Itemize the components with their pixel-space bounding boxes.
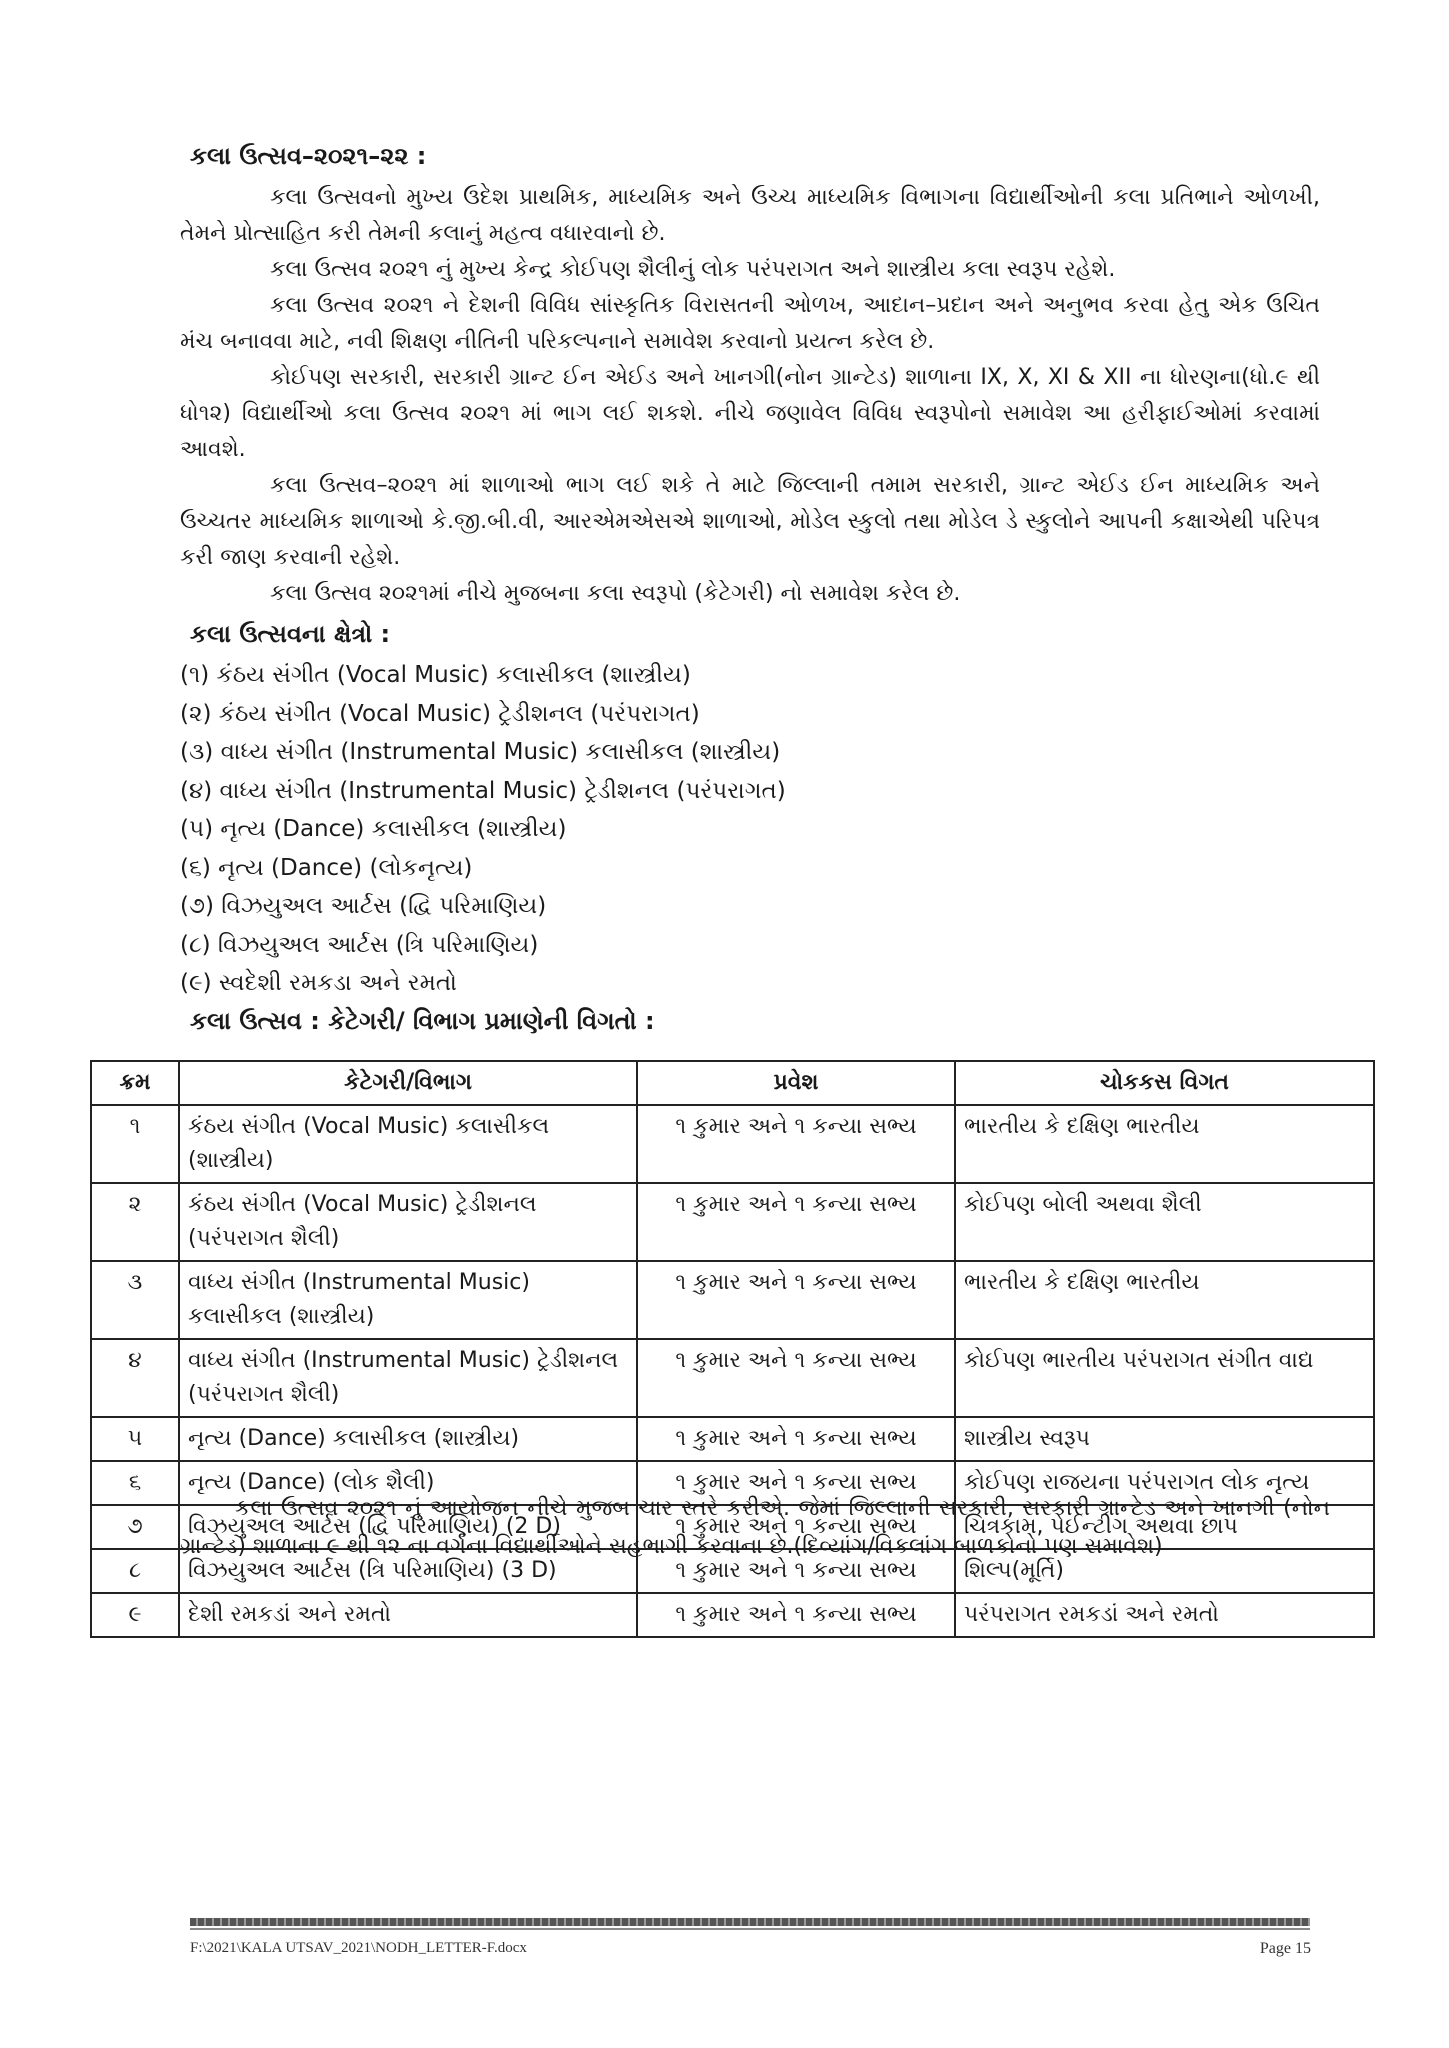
cell-serial: ૯ (91, 1593, 179, 1637)
list-item: (૨) કંઠય સંગીત (Vocal Music) ટ્રેડીશનલ (પરંપરાગત) (180, 700, 700, 727)
paragraph-categories-intro: કલા ઉત્સવ ૨૦૨૧માં નીચે મુજબના કલા સ્વરૂપો (કેટેગરી) નો સમાવેશ કરેલ છે. (270, 581, 961, 606)
cell-detail: કોઈપણ રાજયના પરંપરાગત લોક નૃત્ય (955, 1461, 1374, 1505)
table-heading: કલા ઉત્સવ : કેટેગરી/ વિભાગ પ્રમાણેની વિગતો : (190, 1006, 655, 1035)
table-row (91, 1105, 1374, 1183)
cell-serial: ૮ (91, 1549, 179, 1593)
table-row (91, 1417, 1374, 1461)
list-item: (૯) સ્વદેશી રમકડા અને રમતો (180, 970, 457, 996)
footer-divider-thin (190, 1928, 1310, 1930)
cell-serial: ૫ (91, 1417, 179, 1461)
cell-entry: ૧ કુમાર અને ૧ કન્યા સભ્ય (637, 1261, 955, 1339)
cell-category: નૃત્ય (Dance) (લોક શૈલી) (179, 1461, 637, 1505)
cell-serial: ૨ (91, 1183, 179, 1261)
main-content (180, 138, 1320, 1039)
cell-serial: ૧ (91, 1105, 179, 1183)
list-item: (૫) નૃત્ય (Dance) કલાસીકલ (શાસ્ત્રીય) (180, 816, 567, 842)
footer-page-number: Page 15 (1259, 1940, 1311, 1957)
header-serial: ક્રમ (91, 1061, 179, 1105)
paragraph-purpose: કલા ઉત્સવનો મુખ્ય ઉદેશ પ્રાથમિક, માધ્યમિક અને ઉચ્ચ માધ્યમિક વિભાગના વિદ્યાર્થીઓની કલા પ્રતિભાને ઓળખી, તેમને પ્રોત્સાહિત કરી તેમની કલાનું મહત્વ વધારવાનો છે. (180, 185, 1320, 246)
cell-category: કંઠય સંગીત (Vocal Music) કલાસીકલ (શાસ્ત્રીય) (179, 1105, 637, 1183)
list-item: (૬) નૃત્ય (Dance) (લોકનૃત્ય) (180, 854, 473, 881)
paragraph-schools: કલા ઉત્સવ–૨૦૨૧ માં શાળાઓ ભાગ લઈ શકે તે માટે જિલ્લાની તમામ સરકારી, ગ્રાન્ટ એઈડ ઈન માધ્યમિક અને ઉચ્ચતર માધ્યમિક શાળાઓ કે.જી.બી.વી, આરએમએસએ શાળાઓ, મોડેલ સ્કુલો તથા મોડેલ ડે સ્કુલોને આપની કક્ષાએથી પરિપત્ર કરી જાણ કરવાની રહેશે. (180, 473, 1320, 570)
cell-entry: ૧ કુમાર અને ૧ કન્યા સભ્ય (637, 1105, 955, 1183)
list-item: (૮) વિઝયુઅલ આર્ટસ (ત્રિ પરિમાણિય) (180, 931, 539, 958)
closing-paragraph: કલા ઉત્સવ ૨૦૨૧ નું આયોજન નીચે મુજબ ચાર સ્તરે કરીએ. જેમાં જિલ્લાની સરકારી, સરકારી ગ્રાન્ટેડ અને ખાનગી (નોન ગ્રાન્ટેડ) શાળાના ૯ થી ૧૨ ના વર્ગના વિદ્યાર્થીઓને સહભાગી કરવાના છે.(દિવ્યાંગ/વિકલાંગ બાળકોનો પણ સમાવેશ) (180, 1496, 1330, 1559)
cell-entry: ૧ કુમાર અને ૧ કન્યા સભ્ય (637, 1461, 955, 1505)
header-entry: પ્રવેશ (637, 1061, 955, 1105)
cell-category: વાધ્ય સંગીત (Instrumental Music) ટ્રેડીશનલ (પરંપરાગત શૈલી) (179, 1339, 637, 1417)
list-item: (૪) વાધ્ય સંગીત (Instrumental Music) ટ્રેડીશનલ (પરંપરાગત) (180, 777, 786, 804)
fields-heading: કલા ઉત્સવના ક્ષેત્રો : (190, 620, 391, 648)
cell-entry: ૧ કુમાર અને ૧ કન્યા સભ્ય (637, 1593, 955, 1637)
footer-divider (190, 1918, 1310, 1926)
table-row (91, 1183, 1374, 1261)
table-row (91, 1593, 1374, 1637)
cell-detail: કોઈપણ બોલી અથવા શૈલી (955, 1183, 1374, 1261)
list-item: (૭) વિઝયુઅલ આર્ટસ (દ્વિ પરિમાણિય) (180, 893, 547, 919)
fields-list (180, 656, 1320, 1003)
cell-entry: ૧ કુમાર અને ૧ કન્યા સભ્ય (637, 1339, 955, 1417)
header-detail: ચોકકસ વિગત (955, 1061, 1374, 1105)
cell-detail: કોઈપણ ભારતીય પરંપરાગત સંગીત વાદ્ય (955, 1339, 1374, 1417)
cell-detail: શિલ્પ(મૂર્તિ) (955, 1549, 1374, 1593)
cell-category: દેશી રમકડાં અને રમતો (179, 1593, 637, 1637)
cell-detail: પરંપરાગત રમકડાં અને રમતો (955, 1593, 1374, 1637)
cell-detail: ભારતીય કે દક્ષિણ ભારતીય (955, 1261, 1374, 1339)
cell-serial: ૩ (91, 1261, 179, 1339)
list-item: (૧) કંઠય સંગીત (Vocal Music) કલાસીકલ (શાસ્ત્રીય) (180, 662, 691, 688)
cell-category: વાધ્ય સંગીત (Instrumental Music) કલાસીકલ (શાસ્ત્રીય) (179, 1261, 637, 1339)
table-header-row (91, 1061, 1374, 1105)
cell-serial: ૬ (91, 1461, 179, 1505)
cell-detail: શાસ્ત્રીય સ્વરૂપ (955, 1417, 1374, 1461)
section-title: કલા ઉત્સવ–૨૦૨૧–૨૨ : (190, 142, 427, 170)
cell-entry: ૧ કુમાર અને ૧ કન્યા સભ્ય (637, 1505, 955, 1549)
cell-category: કંઠય સંગીત (Vocal Music) ટ્રેડીશનલ (પરંપરાગત શૈલી) (179, 1183, 637, 1261)
cell-entry: ૧ કુમાર અને ૧ કન્યા સભ્ય (637, 1549, 955, 1593)
header-category: કેટેગરી/વિભાગ (179, 1061, 637, 1105)
footer-file-path: F:\2021\KALA UTSAV_2021\NODH_LETTER-F.docx (190, 1940, 527, 1956)
cell-detail: ભારતીય કે દક્ષિણ ભારતીય (955, 1105, 1374, 1183)
table-row (91, 1261, 1374, 1339)
cell-detail: ચિત્રકામ, પેઈન્ટીગ અથવા છાપ (955, 1505, 1374, 1549)
cell-entry: ૧ કુમાર અને ૧ કન્યા સભ્ય (637, 1417, 955, 1461)
closing-section (180, 1490, 1330, 1566)
paragraph-eligibility: કોઈપણ સરકારી, સરકારી ગ્રાન્ટ ઈન એઈડ અને ખાનગી(નોન ગ્રાન્ટેડ) શાળાના IX, X, XI & XII ના ધોરણના(ધો.૯ થી ધો૧૨) વિદ્યાર્થીઓ કલા ઉત્સવ ૨૦૨૧ માં ભાગ લઈ શકશે. નીચે જણાવેલ વિવિધ સ્વરૂપોનો સમાવેશ આ હરીફાઈઓમાં કરવામાં આવશે. (180, 365, 1320, 462)
cell-serial: ૭ (91, 1505, 179, 1549)
cell-serial: ૪ (91, 1339, 179, 1417)
paragraph-platform: કલા ઉત્સવ ૨૦૨૧ ને દેશની વિવિધ સાંસ્કૃતિક વિરાસતની ઓળખ, આદાન–પ્રદાન અને અનુભવ કરવા હેતુ એક ઉચિત મંચ બનાવવા માટે, નવી શિક્ષણ નીતિની પરિકલ્પનાને સમાવેશ કરવાનો પ્રયત્ન કરેલ છે. (180, 293, 1320, 354)
cell-entry: ૧ કુમાર અને ૧ કન્યા સભ્ય (637, 1183, 955, 1261)
paragraph-focus: કલા ઉત્સવ ૨૦૨૧ નું મુખ્ય કેન્દ્ર કોઈપણ શૈલીનું લોક પરંપરાગત અને શાસ્ત્રીય કલા સ્વરૂપ રહેશે. (270, 257, 1116, 282)
list-item: (૩) વાધ્ય સંગીત (Instrumental Music) કલાસીકલ (શાસ્ત્રીય) (180, 739, 781, 765)
cell-category: વિઝયુઅલ આર્ટસ (દ્વિ પરિમાણિય) (2 D) (179, 1505, 637, 1549)
cell-category: નૃત્ય (Dance) કલાસીકલ (શાસ્ત્રીય) (179, 1417, 637, 1461)
table-row (91, 1339, 1374, 1417)
cell-category: વિઝયુઅલ આર્ટસ (ત્રિ પરિમાણિય) (3 D) (179, 1549, 637, 1593)
